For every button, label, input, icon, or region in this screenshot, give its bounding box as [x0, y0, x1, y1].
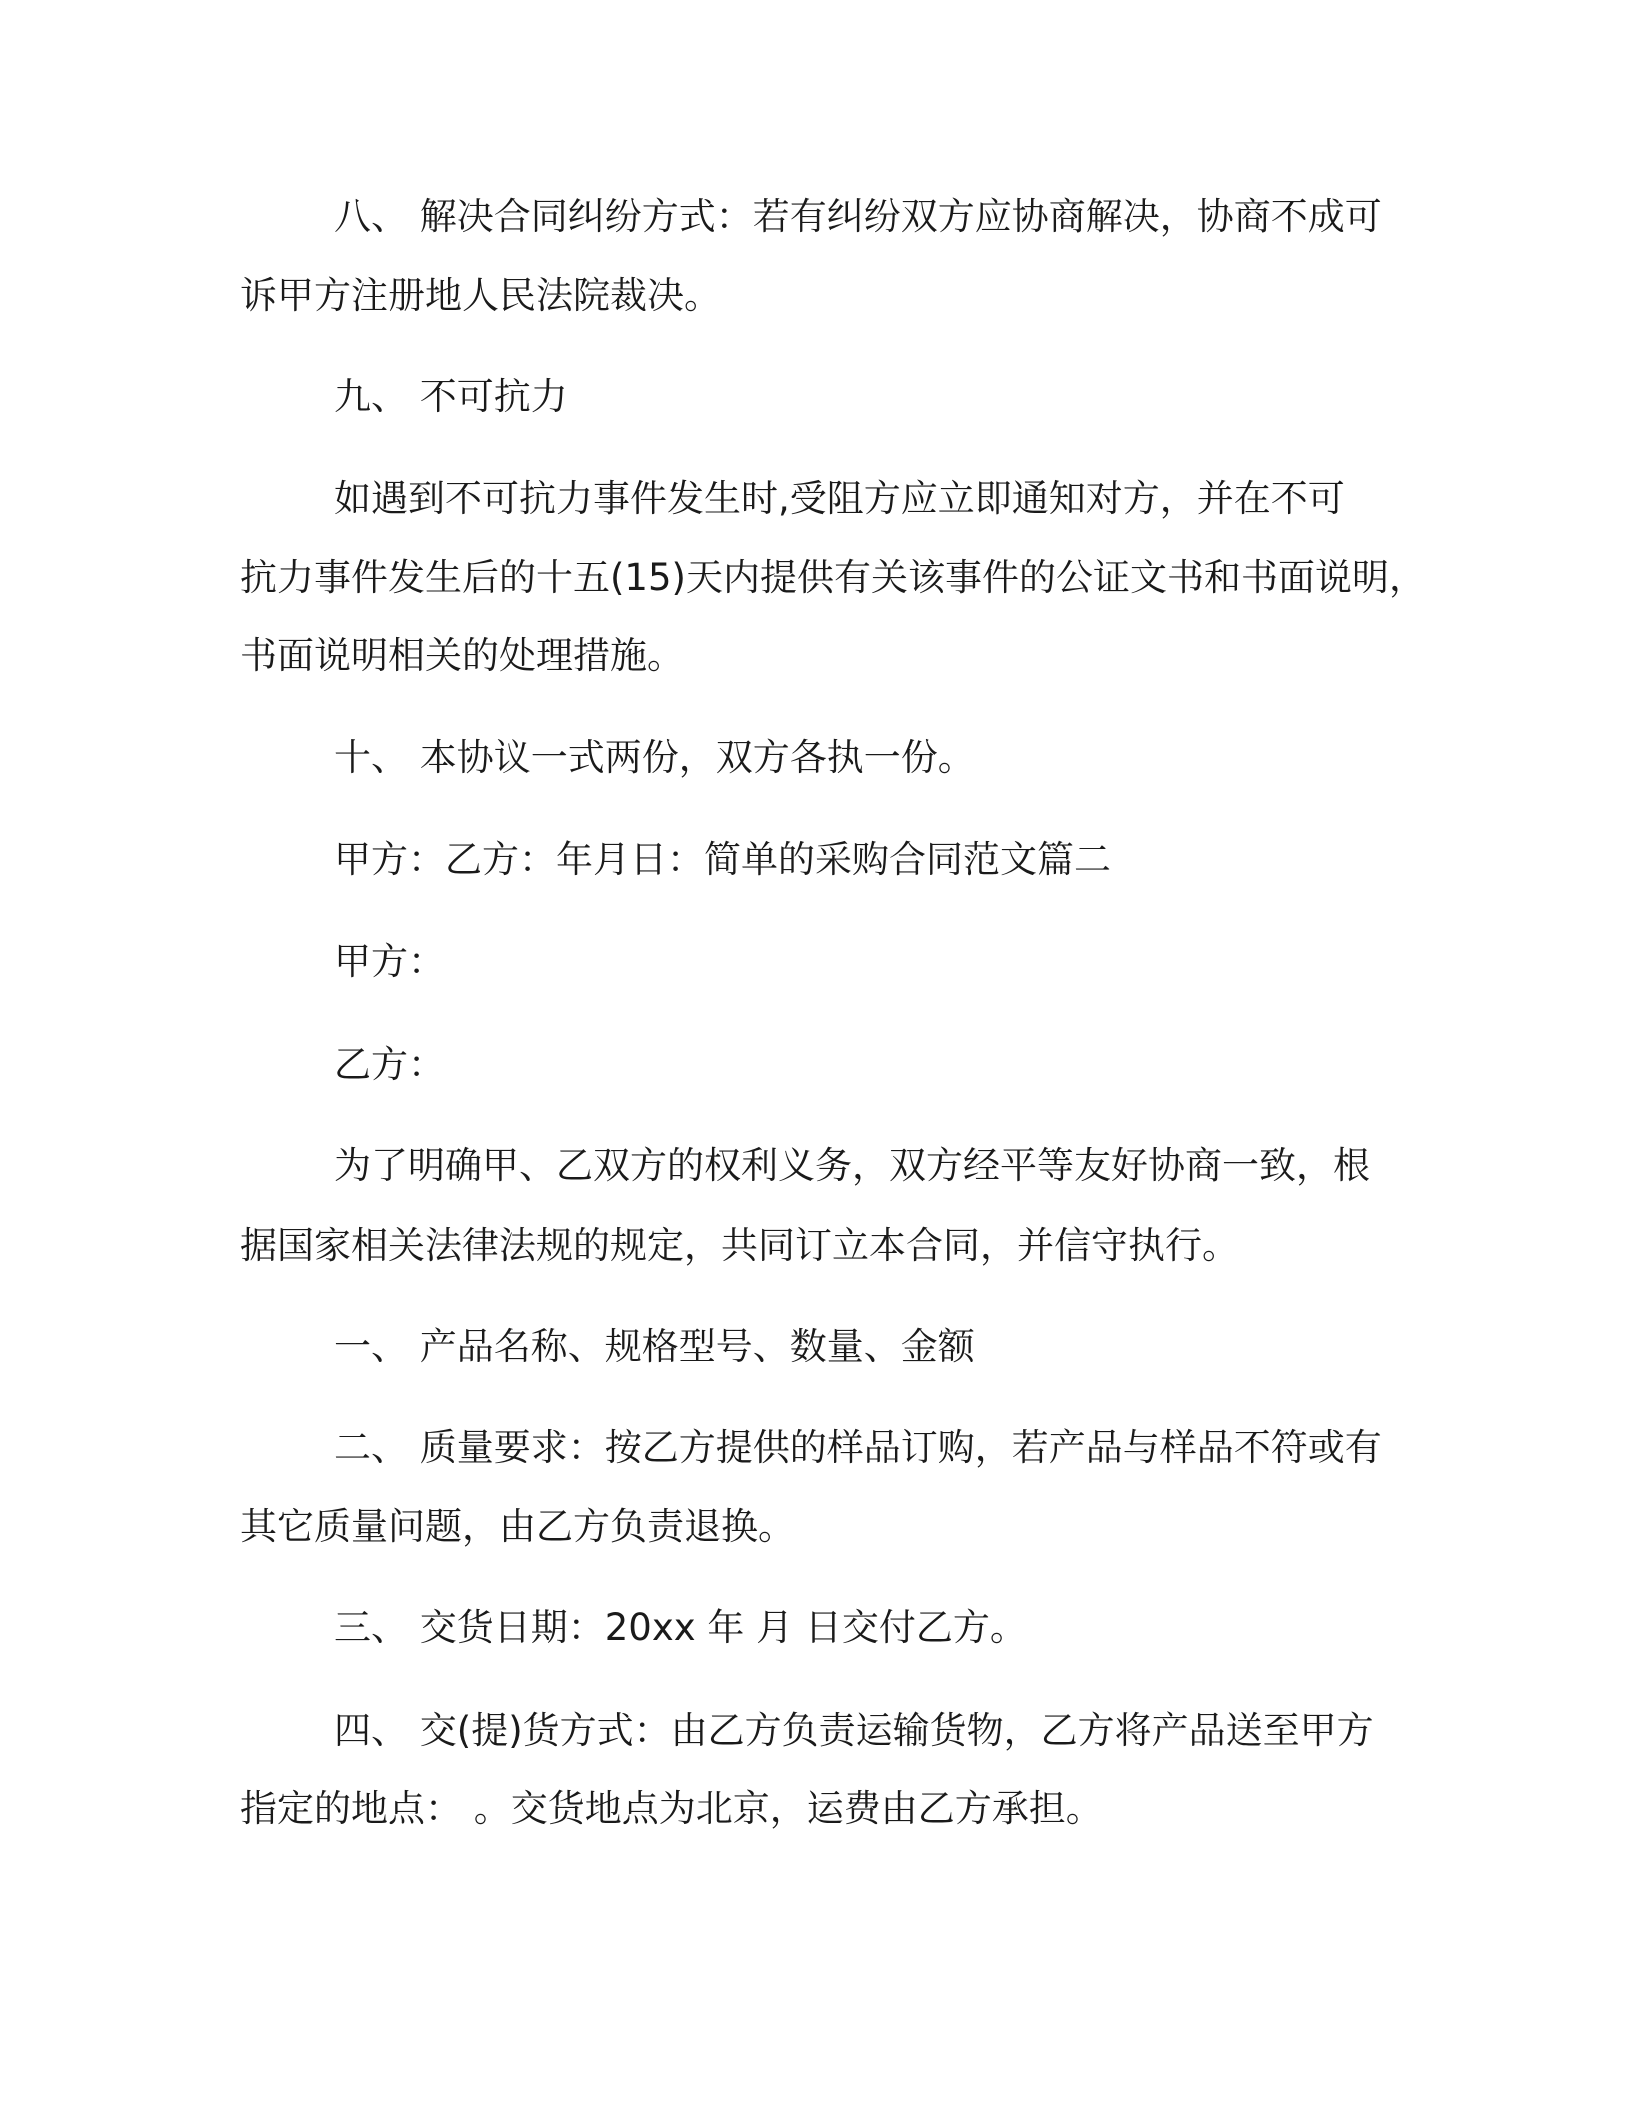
clause-1-heading: 一、 产品名称、规格型号、数量、金额 [334, 1325, 975, 1368]
clause-2-line-1: 二、 质量要求：按乙方提供的样品订购，若产品与样品不符或有 [334, 1426, 1382, 1469]
force-majeure-line-3: 书面说明相关的处理措施。 [240, 634, 684, 677]
clause-3-line: 三、 交货日期：20xx 年 月 日交付乙方。 [334, 1606, 1027, 1649]
preamble-line-2: 据国家相关法律法规的规定，共同订立本合同，并信守执行。 [240, 1224, 1239, 1267]
clause-4-line-2: 指定的地点： 。交货地点为北京，运费由乙方承担。 [240, 1787, 1103, 1830]
force-majeure-line-1: 如遇到不可抗力事件发生时,受阻方应立即通知对方，并在不可 [334, 477, 1345, 520]
party-a-label: 甲方： [334, 940, 445, 983]
signature-and-title-line: 甲方：乙方：年月日：简单的采购合同范文篇二 [334, 838, 1111, 881]
clause-2-line-2: 其它质量问题，由乙方负责退换。 [240, 1505, 795, 1548]
clause-9-heading: 九、 不可抗力 [334, 375, 568, 418]
clause-8-line-1: 八、 解决合同纠纷方式：若有纠纷双方应协商解决，协商不成可 [334, 195, 1382, 238]
party-b-label: 乙方： [334, 1043, 445, 1086]
force-majeure-line-2: 抗力事件发生后的十五(15)天内提供有关该事件的公证文书和书面说明， [240, 556, 1426, 599]
clause-8-line-2: 诉甲方注册地人民法院裁决。 [240, 274, 721, 317]
clause-4-line-1: 四、 交(提)货方式：由乙方负责运输货物，乙方将产品送至甲方 [334, 1709, 1374, 1752]
clause-10-line: 十、 本协议一式两份，双方各执一份。 [334, 736, 975, 779]
preamble-line-1: 为了明确甲、乙双方的权利义务，双方经平等友好协商一致，根 [334, 1144, 1370, 1187]
